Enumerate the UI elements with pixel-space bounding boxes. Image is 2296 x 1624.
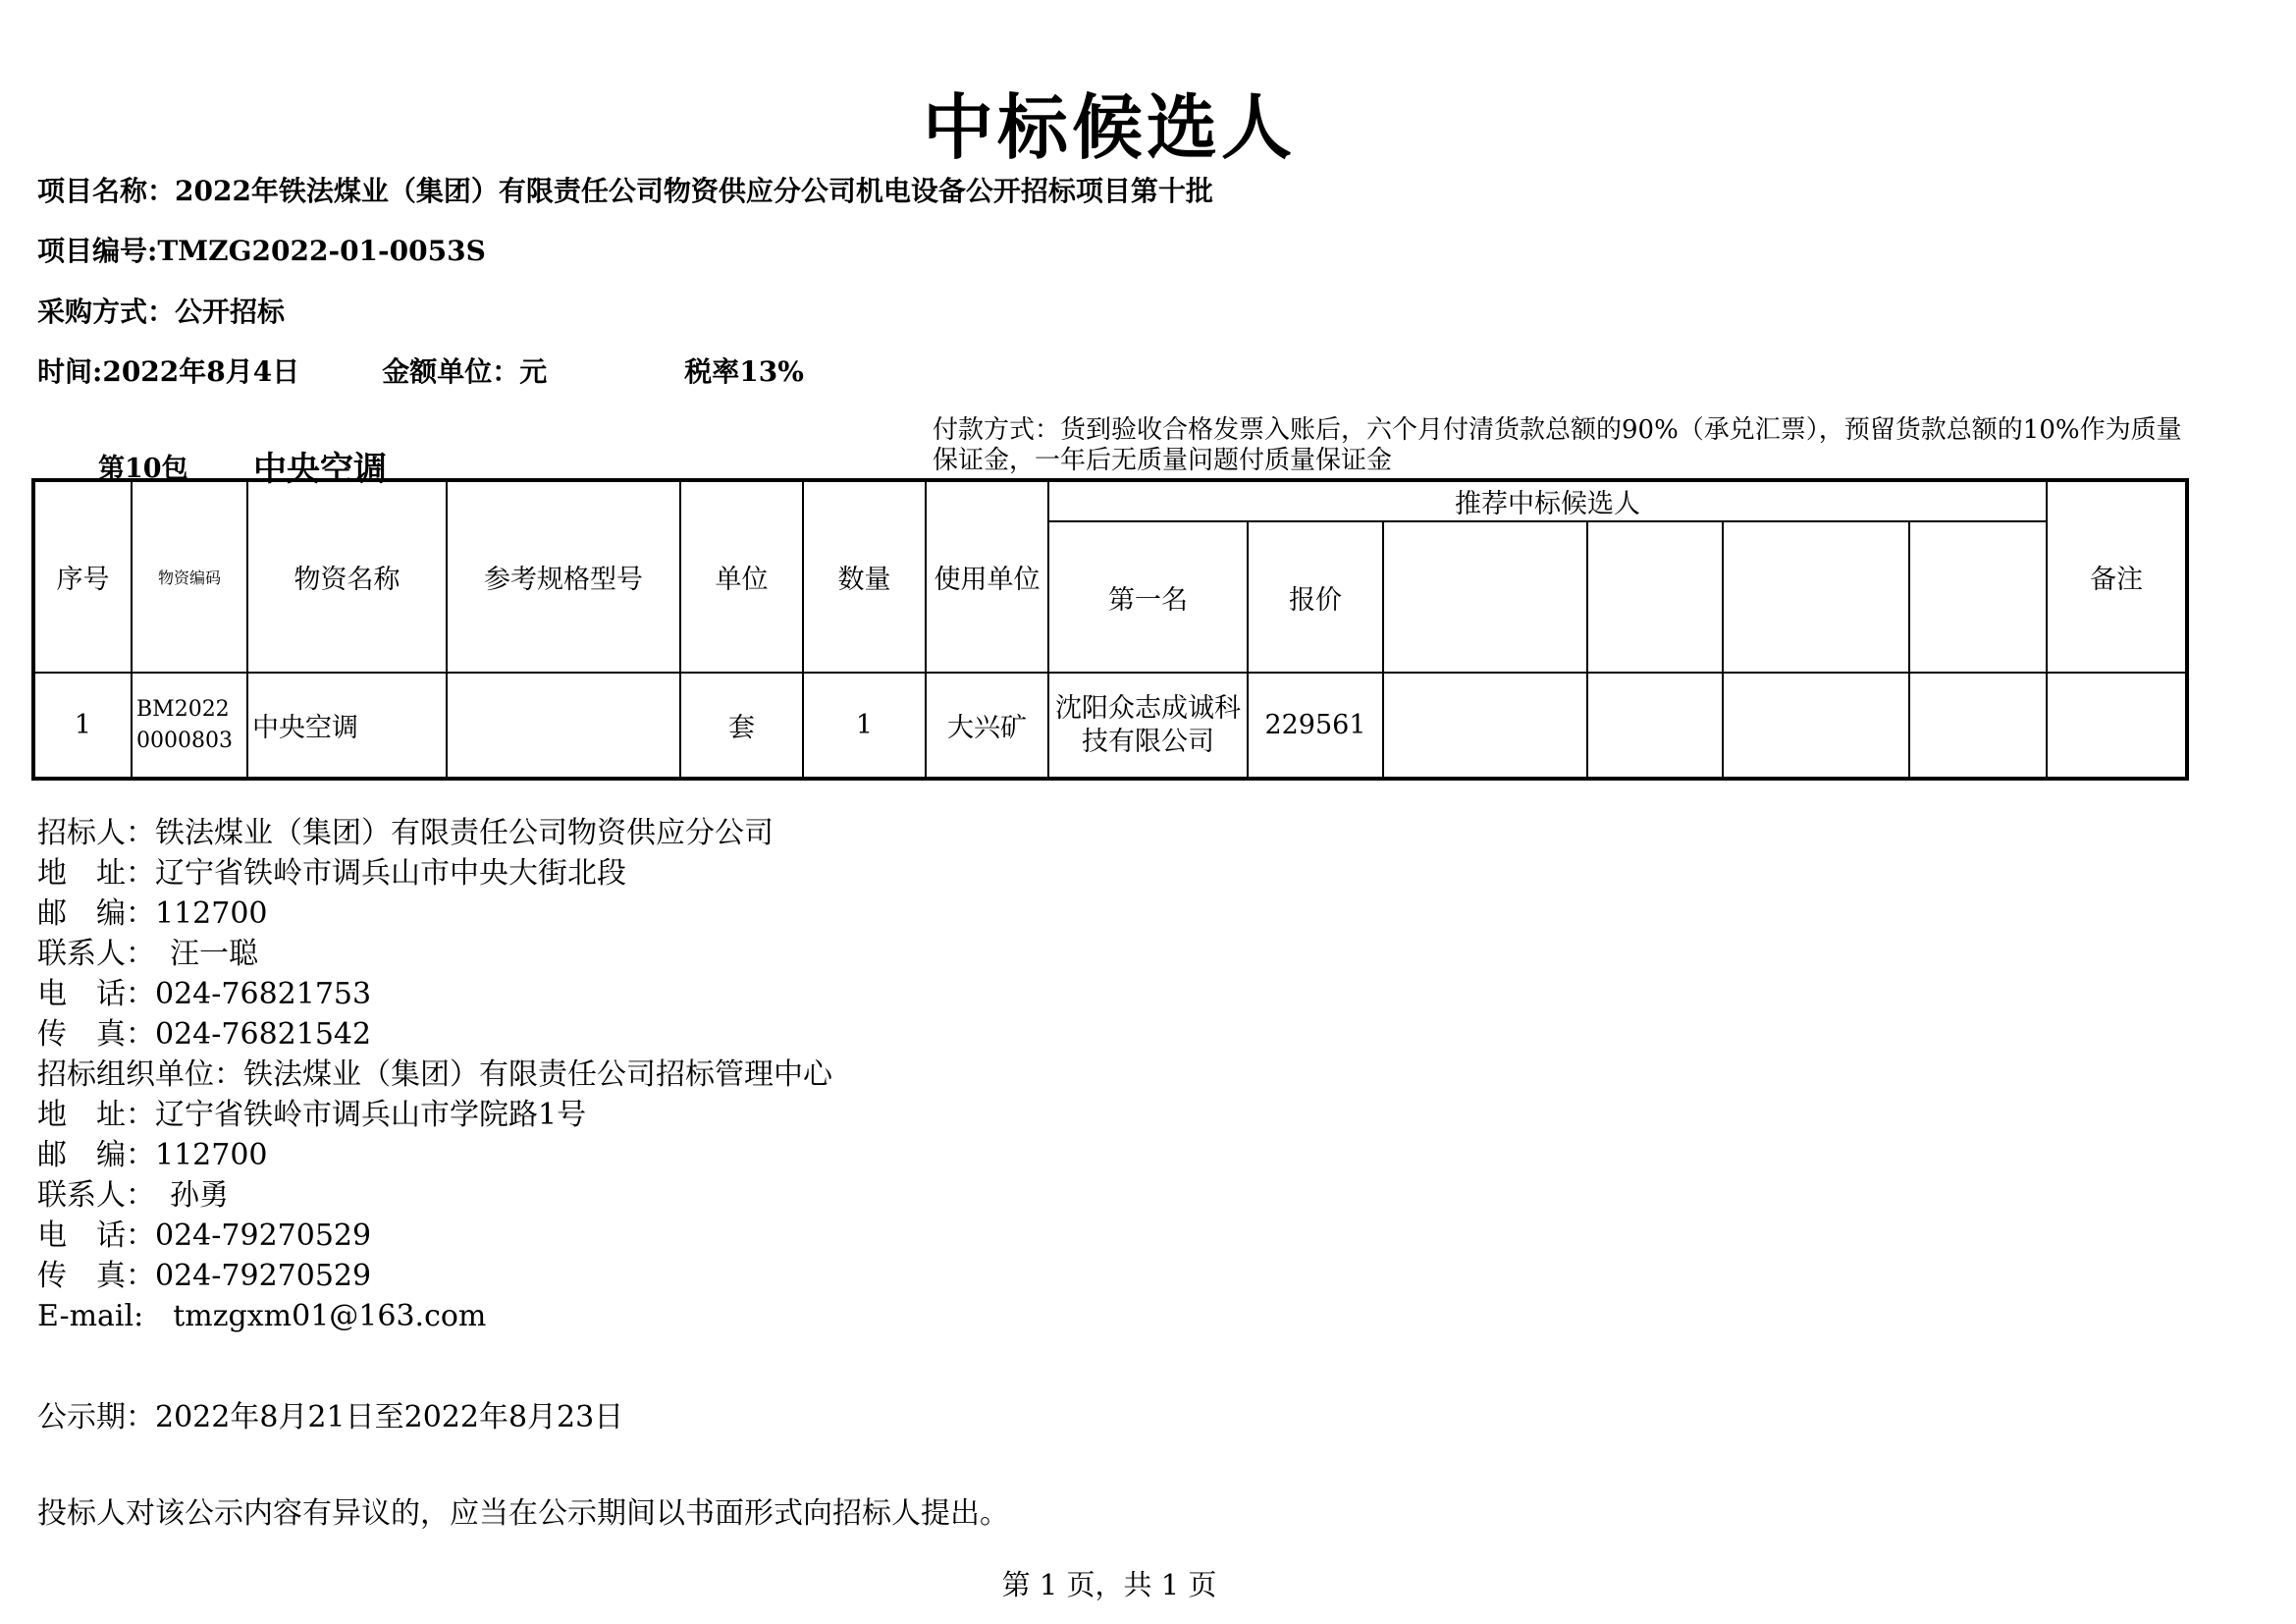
header-first: 第一名 (1048, 521, 1248, 673)
meta-row (37, 351, 804, 390)
notice-period: 公示期：2022年8月21日至2022年8月23日 (37, 1400, 624, 1435)
tenderer-contact: 联系人： 汪一聪 (37, 937, 258, 971)
header-user: 使用单位 (926, 480, 1048, 673)
cell-blank (1909, 673, 2047, 779)
tenderer-phone: 电 话：024-76821753 (37, 977, 372, 1011)
header-name: 物资名称 (247, 480, 447, 673)
cell-first: 沈阳众志成诚科技有限公司 (1048, 673, 1248, 779)
header-remark: 备注 (2047, 480, 2187, 673)
page-title: 中标候选人 (922, 85, 1296, 169)
project-name: 项目名称：2022年铁法煤业（集团）有限责任公司物资供应分公司机电设备公开招标项目第十批 (37, 175, 1213, 207)
announcement-date: 时间:2022年8月4日 (37, 355, 300, 388)
agency: 招标组织单位：铁法煤业（集团）有限责任公司招标管理中心 (37, 1057, 832, 1092)
header-blank (1723, 521, 1909, 673)
header-qty: 数量 (803, 480, 926, 673)
cell-blank (1723, 673, 1909, 779)
cell-name: 中央空调 (247, 673, 447, 779)
cell-unit: 套 (680, 673, 803, 779)
header-blank (1383, 521, 1587, 673)
header-price: 报价 (1248, 521, 1383, 673)
package-number: 第10包 (98, 454, 188, 484)
cell-code: BM20220000803 (132, 673, 247, 779)
tenderer-postcode: 邮 编：112700 (37, 896, 268, 931)
cell-seq: 1 (33, 673, 132, 779)
contact-info (37, 813, 832, 1336)
header-code: 物资编码 (132, 480, 247, 673)
header-recommend: 推荐中标候选人 (1048, 480, 2047, 521)
candidate-table (31, 478, 2189, 781)
cell-blank (1383, 673, 1587, 779)
procurement-method: 采购方式：公开招标 (37, 296, 286, 328)
currency-unit: 金额单位：元 (382, 355, 548, 388)
agency-address: 地 址：辽宁省铁岭市调兵山市学院路1号 (37, 1098, 587, 1132)
header-blank (1909, 521, 2047, 673)
header-blank (1587, 521, 1723, 673)
tenderer-fax: 传 真：024-76821542 (37, 1017, 372, 1052)
project-number: 项目编号:TMZG2022-01-0053S (37, 235, 486, 267)
header-unit: 单位 (680, 480, 803, 673)
agency-phone: 电 话：024-79270529 (37, 1218, 372, 1253)
cell-spec (447, 673, 680, 779)
cell-user: 大兴矿 (926, 673, 1048, 779)
header-spec: 参考规格型号 (447, 480, 680, 673)
header-seq: 序号 (33, 480, 132, 673)
notice-objection: 投标人对该公示内容有异议的，应当在公示期间以书面形式向招标人提出。 (37, 1496, 1009, 1531)
cell-price: 229561 (1248, 673, 1383, 779)
agency-postcode: 邮 编：112700 (37, 1138, 268, 1172)
tenderer-address: 地 址：辽宁省铁岭市调兵山市中央大街北段 (37, 856, 626, 891)
tenderer: 招标人：铁法煤业（集团）有限责任公司物资供应分公司 (37, 816, 774, 850)
table-row (33, 673, 2187, 779)
agency-fax: 传 真：024-79270529 (37, 1259, 372, 1293)
cell-remark (2047, 673, 2187, 779)
package-name: 中央空调 (253, 450, 387, 489)
contact-email: E-mail: tmzgxm01@163.com (37, 1299, 487, 1333)
cell-qty: 1 (803, 673, 926, 779)
cell-blank (1587, 673, 1723, 779)
tax-rate: 税率13% (684, 355, 804, 388)
payment-terms: 付款方式：货到验收合格发票入账后，六个月付清货款总额的90%（承兑汇票），预留货款总额的10%作为质量保证金，一年后无质量问题付质量保证金 (933, 415, 2182, 475)
agency-contact: 联系人： 孙勇 (37, 1178, 229, 1213)
page-footer: 第 1 页，共 1 页 (1001, 1568, 1217, 1601)
